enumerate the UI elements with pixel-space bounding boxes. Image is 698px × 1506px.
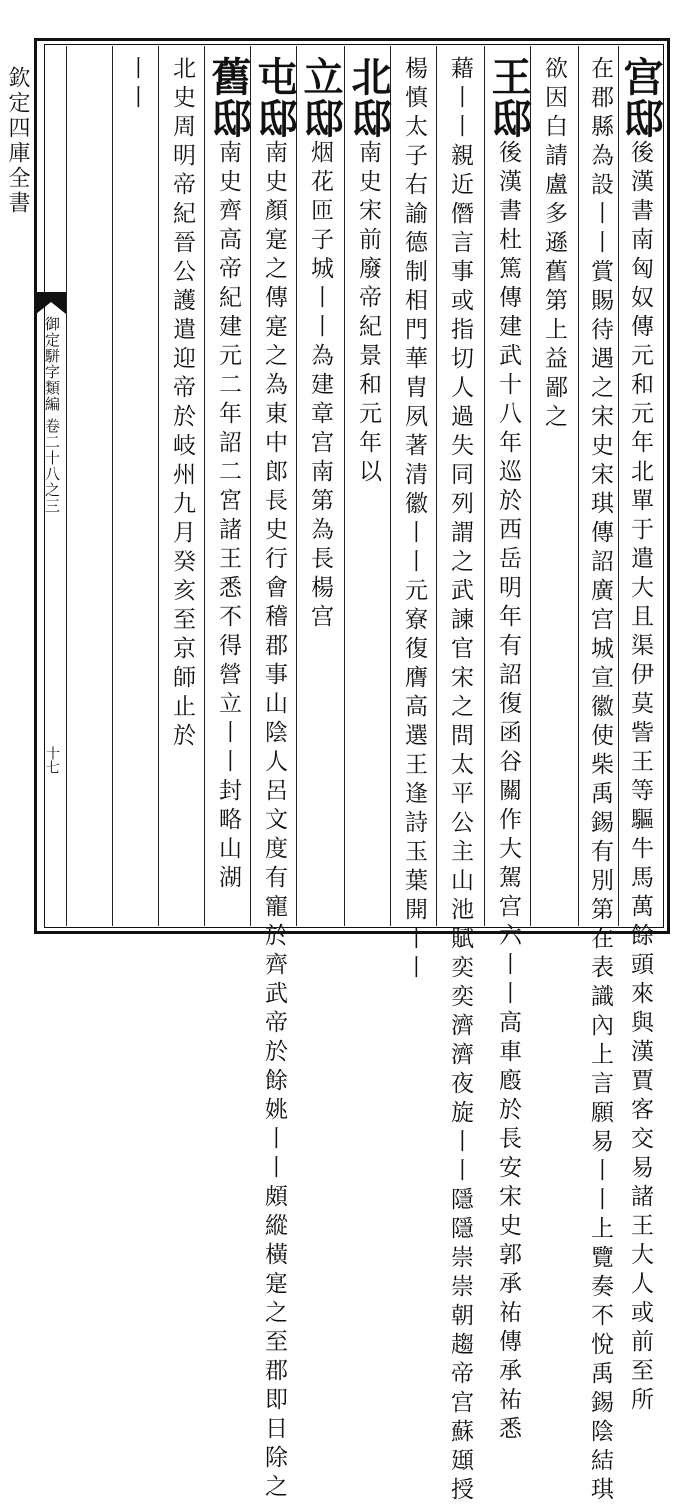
text-column [118, 56, 154, 916]
volume-line: 御定駢字類編 卷二十八之三 [43, 316, 61, 514]
text-column [485, 56, 532, 1445]
collection-title: 欽定四庫全書 [5, 66, 30, 216]
column-rule [112, 46, 113, 926]
column-text: 烟花匝子城丨丨為建章宫南第為長楊宫 [307, 140, 333, 633]
column-text: 後漢書杜篤傳建武十八年巡於西岳明年有詔復函谷關作大駕宫六丨丨高車廏於長安宋史郭承祐傳承祐悉 [495, 140, 521, 1445]
text-column [205, 56, 252, 916]
column-rule [390, 46, 391, 926]
column-rule [296, 46, 297, 926]
column-text: 丨丨 [123, 56, 149, 114]
column-rule [344, 46, 345, 926]
column-text: 在郡縣為設丨丨賞賜待遇之宋史宋琪傳詔廣宫城宣徽使柴禹錫有別第在表識內上言願易丨丨上覽奏不悅禹錫陰結琪 [587, 56, 613, 1506]
column-text: 北史周明帝紀晉公護遣迎帝於岐州九月癸亥至京師止於 [169, 56, 195, 752]
text-column [617, 56, 664, 1416]
text-column [582, 56, 618, 1506]
text-column [251, 56, 298, 1503]
entry-headword: 王邸 [485, 56, 532, 140]
column-rule [66, 46, 67, 926]
column-rule [618, 46, 619, 926]
column-text: 南史顏寔之傳寔之為東中郎長史行會稽郡事山陰人呂文度有寵於齊武帝於餘姚丨丨頗縱橫寔之至郡即日除之 [261, 140, 287, 1503]
text-column [164, 56, 200, 916]
entry-headword: 舊邸 [205, 56, 252, 140]
column-rule [578, 46, 579, 926]
column-text: 南史宋前廢帝紀景和元年以 [355, 140, 381, 488]
text-column [345, 56, 392, 916]
column-text: 南史齊高帝紀建元二年詔二宮諸王悉不得營立丨丨封略山湖 [215, 140, 241, 894]
entry-headword: 北邸 [345, 56, 392, 140]
column-text: 後漢書南匈奴傳元和元年北單于遣大且渠伊莫訾王等驅牛馬萬餘頭來與漢賈客交易諸王大人或前至所 [627, 140, 653, 1416]
column-rule [436, 46, 437, 926]
column-rule [484, 46, 485, 926]
column-rule [530, 46, 531, 926]
column-text: 楊慎太子右諭德制相門華胄夙著清徽丨丨元寮復膺高選王逢詩玉葉開丨丨 [401, 56, 427, 984]
text-column [297, 56, 344, 916]
column-text: 欲因白請盧多遜舊第上益鄙之 [541, 56, 567, 433]
page-margin [0, 0, 34, 971]
entry-headword: 宫邸 [617, 56, 664, 140]
text-column [396, 56, 432, 984]
column-rule [250, 46, 251, 926]
entry-headword: 立邸 [297, 56, 344, 140]
entry-headword: 屯邸 [251, 56, 298, 140]
text-column [536, 56, 572, 916]
column-rule [158, 46, 159, 926]
column-text: 藉丨丨親近僭言事或指切人過失同列謂之武諫官宋之問太平公主山池賦奕奕濟濟夜旋丨丨隱隱崇崇朝趨帝宫蘇頲授 [447, 56, 473, 1506]
folio-number: 十七 [44, 746, 60, 774]
column-rule [204, 46, 205, 926]
fish-tail-mark-icon [36, 292, 66, 314]
text-column [442, 56, 478, 1506]
